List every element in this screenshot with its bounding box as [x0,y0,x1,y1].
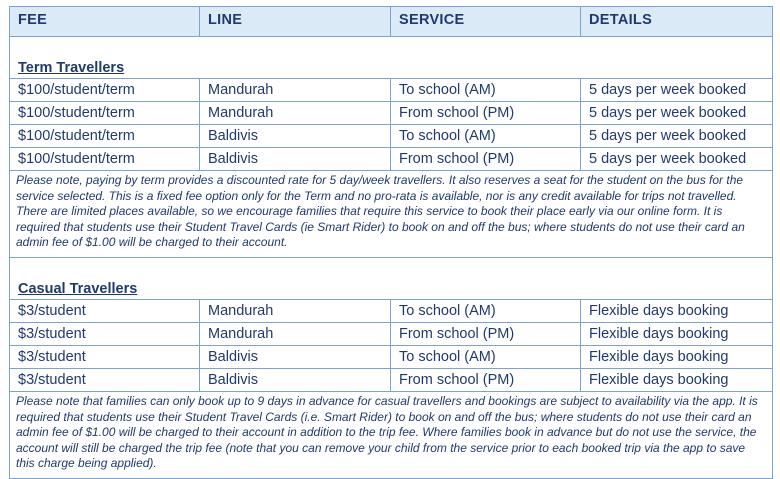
line-cell: Baldivis [200,125,391,148]
spacer-row [10,37,773,56]
details-cell: 5 days per week booked [581,148,773,171]
fee-cell: $3/student [10,369,200,392]
header-line: LINE [200,7,391,37]
casual-note-row [10,392,773,479]
details-cell: Flexible days booking [581,300,773,323]
fee-cell: $100/student/term [10,79,200,102]
fee-cell: $3/student [10,300,200,323]
line-cell: Mandurah [200,300,391,323]
details-cell: Flexible days booking [581,369,773,392]
term-note: Please note, paying by term provides a discounted rate for 5 day/week travellers. It also reserves a seat for the student on the bus for the service selected. This is a fixed fee option only for the Term and no pro-rata is available, nor is any credit available for trips not travelled. There are limited places available, so we encourage families that require this service to book their place early via our online form. It is required that students use their Student Travel Cards (ie Smart Rider) to book on and off the bus; where students do not use their card an admin fee of $1.00 will be charged to their account. [10,171,773,258]
header-service: SERVICE [391,7,581,37]
fee-cell: $100/student/term [10,125,200,148]
section-casual-travellers [10,276,773,300]
service-cell: From school (PM) [391,102,581,125]
table-row [10,300,773,323]
fee-cell: $100/student/term [10,102,200,125]
line-cell: Baldivis [200,148,391,171]
details-cell: 5 days per week booked [581,125,773,148]
fee-table-container [9,6,772,479]
spacer-row [10,258,773,277]
table-row [10,323,773,346]
service-cell: From school (PM) [391,148,581,171]
fee-table [9,6,773,479]
table-row [10,148,773,171]
details-cell: Flexible days booking [581,323,773,346]
line-cell: Mandurah [200,79,391,102]
service-cell: From school (PM) [391,369,581,392]
details-cell: 5 days per week booked [581,79,773,102]
table-row [10,125,773,148]
details-cell: Flexible days booking [581,346,773,369]
table-row [10,102,773,125]
service-cell: From school (PM) [391,323,581,346]
section-title: Term Travellers [18,60,125,76]
line-cell: Mandurah [200,323,391,346]
header-row [10,7,773,37]
line-cell: Baldivis [200,369,391,392]
fee-cell: $3/student [10,323,200,346]
service-cell: To school (AM) [391,300,581,323]
section-title: Casual Travellers [18,281,138,297]
details-cell: 5 days per week booked [581,102,773,125]
line-cell: Baldivis [200,346,391,369]
line-cell: Mandurah [200,102,391,125]
header-details: DETAILS [581,7,773,37]
casual-note: Please note that families can only book up to 9 days in advance for casual travellers and bookings are subject to availability via the app. It is required that students use their Student Travel Cards (i.e. Smart Rider) to book on and off the bus; where students do not use their card an admin fee of $1.00 will be charged to their account in addition to the trip fee. Where families book in advance but do not use the service, the account will still be charged the trip fee (note that you can remove your child from the service prior to each booked trip via the app to save this charge being applied). [10,392,773,479]
term-note-row [10,171,773,258]
table-row [10,79,773,102]
service-cell: To school (AM) [391,346,581,369]
fee-cell: $3/student [10,346,200,369]
table-row [10,346,773,369]
fee-cell: $100/student/term [10,148,200,171]
section-term-travellers [10,55,773,79]
service-cell: To school (AM) [391,125,581,148]
header-fee: FEE [10,7,200,37]
table-row [10,369,773,392]
service-cell: To school (AM) [391,79,581,102]
